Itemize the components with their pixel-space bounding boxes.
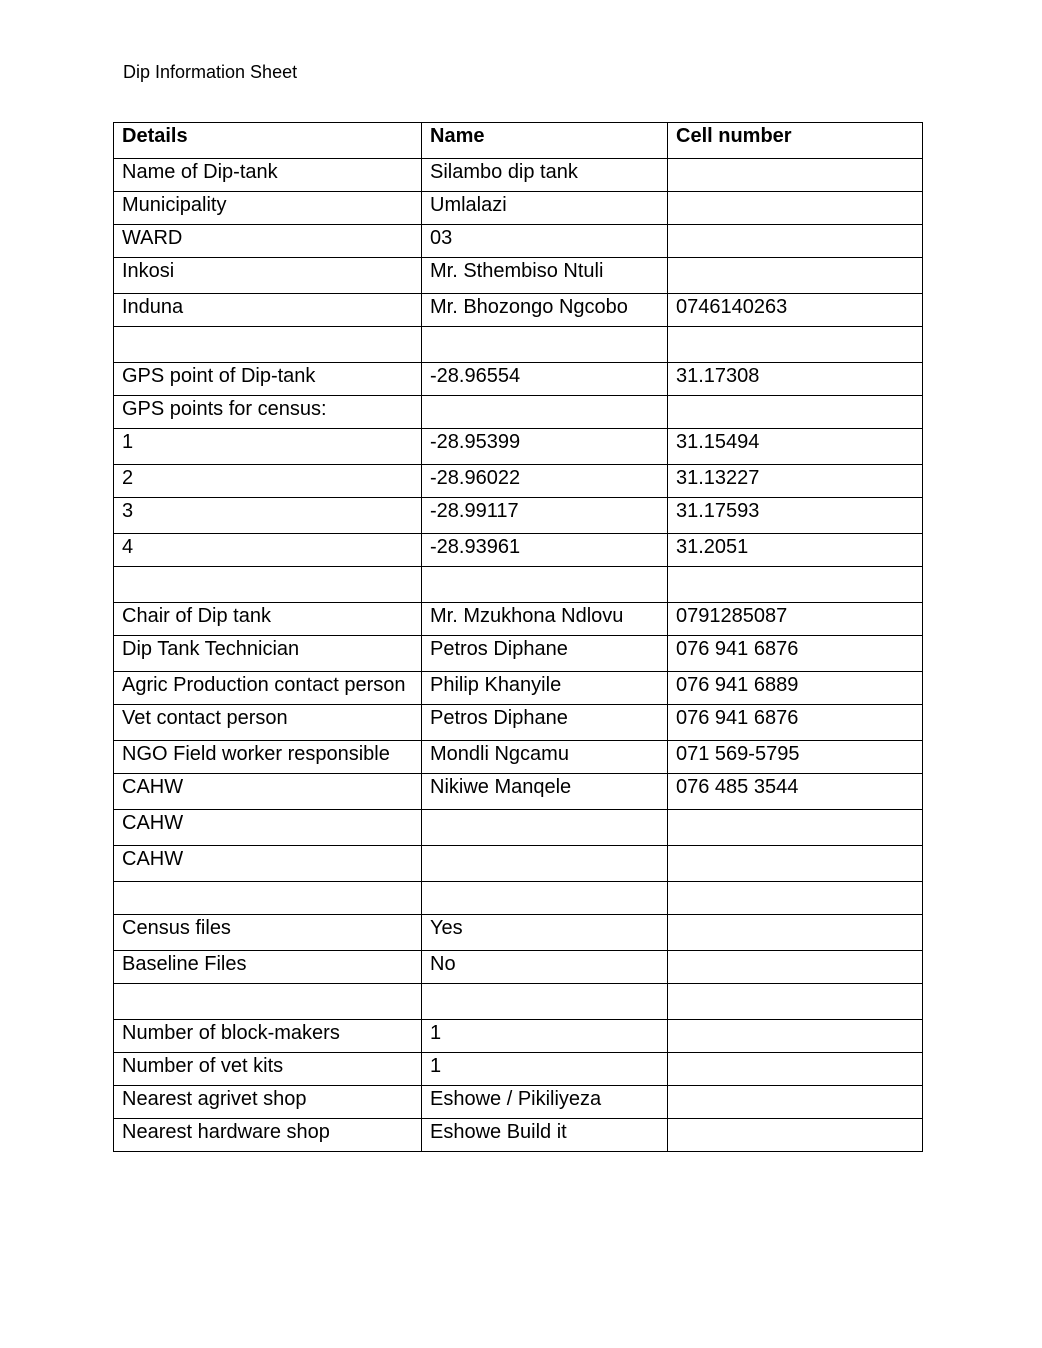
table-row (114, 705, 923, 741)
table-row (114, 672, 923, 705)
name-cell (422, 984, 668, 1020)
details-cell: Inkosi (114, 258, 422, 294)
name-cell: Mr. Bhozongo Ngcobo (422, 294, 668, 327)
name-cell: Yes (422, 915, 668, 951)
details-cell: Baseline Files (114, 951, 422, 984)
table-header-row (114, 123, 923, 159)
table-row (114, 774, 923, 810)
table-row (114, 396, 923, 429)
cell-number-cell: 31.17593 (668, 498, 923, 534)
details-cell: Induna (114, 294, 422, 327)
cell-number-cell: 31.2051 (668, 534, 923, 567)
cell-number-cell: 31.13227 (668, 465, 923, 498)
table-row (114, 465, 923, 498)
header-cell-number: Cell number (668, 123, 923, 159)
name-cell: 1 (422, 1053, 668, 1086)
details-cell: Number of vet kits (114, 1053, 422, 1086)
details-cell: Census files (114, 915, 422, 951)
name-cell: 03 (422, 225, 668, 258)
details-cell: Vet contact person (114, 705, 422, 741)
name-cell: Mondli Ngcamu (422, 741, 668, 774)
cell-number-cell: 0791285087 (668, 603, 923, 636)
table-row (114, 951, 923, 984)
name-cell: -28.95399 (422, 429, 668, 465)
table-row (114, 498, 923, 534)
details-cell: Municipality (114, 192, 422, 225)
header-name: Name (422, 123, 668, 159)
cell-number-cell (668, 327, 923, 363)
cell-number-cell (668, 846, 923, 882)
name-cell: -28.93961 (422, 534, 668, 567)
name-cell (422, 567, 668, 603)
table-row (114, 225, 923, 258)
cell-number-cell (668, 951, 923, 984)
name-cell: Silambo dip tank (422, 159, 668, 192)
cell-number-cell (668, 567, 923, 603)
details-cell: 3 (114, 498, 422, 534)
cell-number-cell: 0746140263 (668, 294, 923, 327)
details-cell (114, 327, 422, 363)
details-cell (114, 882, 422, 915)
cell-number-cell (668, 915, 923, 951)
cell-number-cell (668, 225, 923, 258)
cell-number-cell (668, 192, 923, 225)
name-cell: Mr. Mzukhona Ndlovu (422, 603, 668, 636)
table-row (114, 1119, 923, 1152)
table-row (114, 882, 923, 915)
table-row (114, 534, 923, 567)
details-cell: GPS points for census: (114, 396, 422, 429)
cell-number-cell: 076 941 6889 (668, 672, 923, 705)
table-row (114, 327, 923, 363)
name-cell: Petros Diphane (422, 705, 668, 741)
name-cell: Philip Khanyile (422, 672, 668, 705)
table-row (114, 603, 923, 636)
details-cell: CAHW (114, 846, 422, 882)
details-cell: 4 (114, 534, 422, 567)
table-row (114, 363, 923, 396)
table-row (114, 294, 923, 327)
name-cell: -28.96554 (422, 363, 668, 396)
dip-info-table (113, 122, 923, 1152)
details-cell: Nearest hardware shop (114, 1119, 422, 1152)
table-row (114, 429, 923, 465)
details-cell: Name of Dip-tank (114, 159, 422, 192)
details-cell: Number of block-makers (114, 1020, 422, 1053)
details-cell (114, 567, 422, 603)
table-row (114, 915, 923, 951)
details-cell: 2 (114, 465, 422, 498)
name-cell: Mr. Sthembiso Ntuli (422, 258, 668, 294)
table-row (114, 159, 923, 192)
table-row (114, 192, 923, 225)
cell-number-cell: 076 485 3544 (668, 774, 923, 810)
cell-number-cell (668, 1119, 923, 1152)
table-row (114, 567, 923, 603)
cell-number-cell (668, 1086, 923, 1119)
details-cell (114, 984, 422, 1020)
name-cell: Eshowe Build it (422, 1119, 668, 1152)
table-row (114, 1053, 923, 1086)
details-cell: GPS point of Dip-tank (114, 363, 422, 396)
name-cell: No (422, 951, 668, 984)
table-row (114, 741, 923, 774)
cell-number-cell: 076 941 6876 (668, 705, 923, 741)
name-cell (422, 810, 668, 846)
cell-number-cell: 076 941 6876 (668, 636, 923, 672)
details-cell: CAHW (114, 810, 422, 846)
cell-number-cell: 31.15494 (668, 429, 923, 465)
cell-number-cell (668, 810, 923, 846)
cell-number-cell: 071 569-5795 (668, 741, 923, 774)
name-cell (422, 882, 668, 915)
cell-number-cell (668, 159, 923, 192)
name-cell: Nikiwe Manqele (422, 774, 668, 810)
table-row (114, 636, 923, 672)
cell-number-cell (668, 984, 923, 1020)
table-row (114, 984, 923, 1020)
details-cell: 1 (114, 429, 422, 465)
name-cell: -28.99117 (422, 498, 668, 534)
name-cell: -28.96022 (422, 465, 668, 498)
details-cell: Nearest agrivet shop (114, 1086, 422, 1119)
name-cell: Eshowe / Pikiliyeza (422, 1086, 668, 1119)
details-cell: Dip Tank Technician (114, 636, 422, 672)
cell-number-cell (668, 258, 923, 294)
name-cell (422, 327, 668, 363)
header-details: Details (114, 123, 422, 159)
name-cell: Petros Diphane (422, 636, 668, 672)
name-cell (422, 396, 668, 429)
name-cell: 1 (422, 1020, 668, 1053)
table-row (114, 1086, 923, 1119)
table-row (114, 810, 923, 846)
cell-number-cell (668, 1053, 923, 1086)
details-cell: NGO Field worker responsible (114, 741, 422, 774)
cell-number-cell (668, 1020, 923, 1053)
details-cell: CAHW (114, 774, 422, 810)
table-row (114, 846, 923, 882)
cell-number-cell: 31.17308 (668, 363, 923, 396)
cell-number-cell (668, 396, 923, 429)
cell-number-cell (668, 882, 923, 915)
document-title: Dip Information Sheet (123, 62, 298, 82)
details-cell: Chair of Dip tank (114, 603, 422, 636)
details-cell: Agric Production contact person (114, 672, 422, 705)
table-row (114, 258, 923, 294)
details-cell: WARD (114, 225, 422, 258)
name-cell (422, 846, 668, 882)
name-cell: Umlalazi (422, 192, 668, 225)
table-row (114, 1020, 923, 1053)
